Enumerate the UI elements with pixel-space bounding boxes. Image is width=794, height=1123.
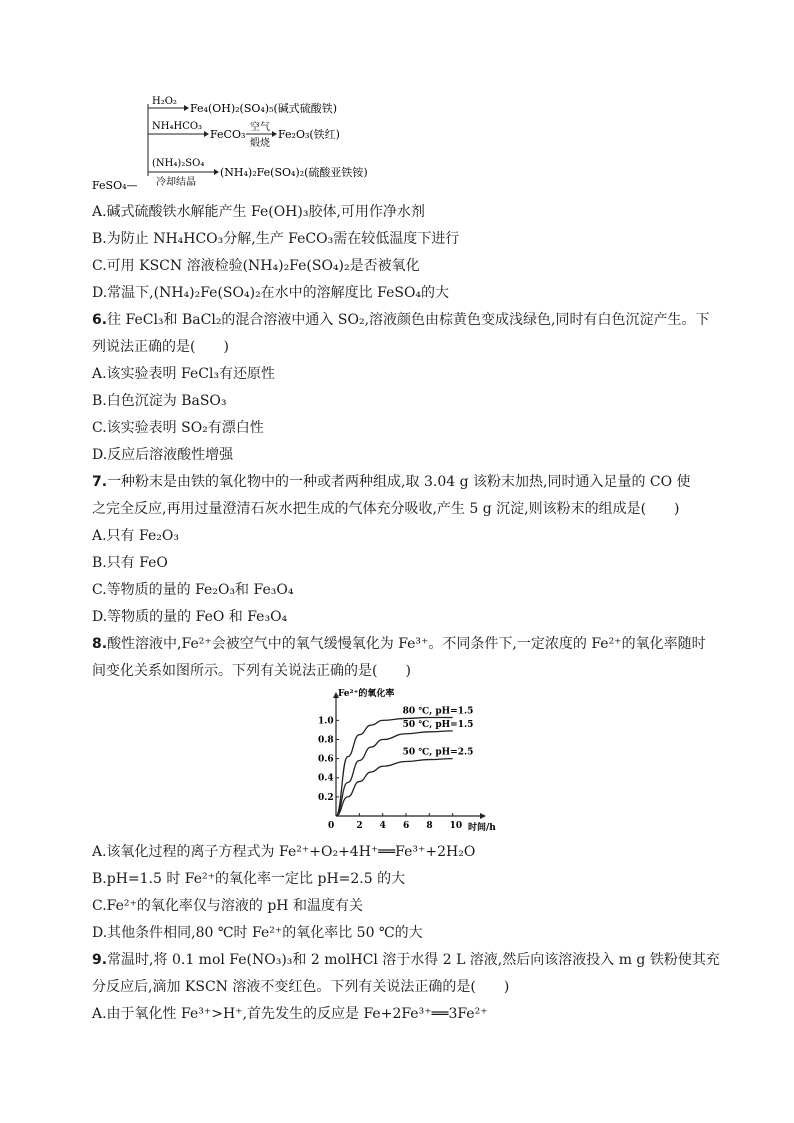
y-tick-label: 0.4	[318, 773, 334, 784]
x-tick-label: 8	[426, 821, 433, 831]
branch3-condition: 冷却结晶	[156, 177, 196, 188]
q9-stem1: 常温时,将 0.1 mol Fe(NO₃)₃和 2 molHCl 溶于水得 2 L 溶液,然后向该溶液投入 m g 铁粉使其充	[107, 952, 720, 968]
branch2-arrowhead	[204, 131, 209, 137]
q6-option-c: C.该实验表明 SO₂有漂白性	[92, 420, 264, 436]
q8-option-b: B.pH=1.5 时 Fe²⁺的氧化率一定比 pH=2.5 的大	[92, 871, 406, 887]
branch2-product2: Fe₂O₃(铁红)	[278, 128, 340, 141]
branch1-reagent: H₂O₂	[152, 96, 177, 107]
origin-label: 0	[328, 821, 335, 831]
y-axis-label: Fe²⁺的氧化率	[338, 689, 395, 699]
q9-stem-line1	[92, 951, 720, 969]
q8-number: 8.	[92, 636, 108, 652]
y-tick-label: 0.2	[318, 792, 334, 803]
x-axis-label: 时间/h	[468, 823, 496, 833]
branch1-arrowhead	[184, 105, 189, 111]
series-label-3: 50 ℃, pH=2.5	[402, 747, 474, 758]
q8-option-c: C.Fe²⁺的氧化率仅与溶液的 pH 和温度有关	[92, 898, 363, 914]
scheme-diagram	[92, 92, 422, 192]
branch3-product: (NH₄)₂Fe(SO₄)₂(硫酸亚铁铵)	[220, 166, 368, 179]
q7-option-a: A.只有 Fe₂O₃	[92, 528, 179, 544]
branch3-arrowhead	[214, 169, 219, 175]
q5-option-b: B.为防止 NH₄HCO₃分解,生产 FeCO₃需在较低温度下进行	[92, 231, 460, 247]
q7-option-b: B.只有 FeO	[92, 555, 168, 571]
q6-stem-line1	[92, 311, 709, 329]
branch1-product: Fe₄(OH)₂(SO₄)₅(碱式硫酸铁)	[190, 102, 338, 115]
q7-stem-line1	[92, 473, 691, 491]
q8-stem1: 酸性溶液中,Fe²⁺会被空气中的氧气缓慢氧化为 Fe³⁺。不同条件下,一定浓度的 Fe²⁺的氧化率随时	[107, 636, 706, 652]
q5-option-d: D.常温下,(NH₄)₂Fe(SO₄)₂在水中的溶解度比 FeSO₄的大	[92, 285, 450, 301]
branch2-reagent: NH₄HCO₃	[152, 121, 203, 132]
q6-option-a: A.该实验表明 FeCl₃有还原性	[92, 366, 276, 382]
y-tick-label: 1.0	[318, 716, 334, 727]
q7-option-c: C.等物质的量的 Fe₂O₃和 Fe₃O₄	[92, 582, 294, 598]
q7-stem1: 一种粉末是由铁的氧化物中的一种或者两种组成,取 3.04 g 该粉末加热,同时通入足量的 CO 使	[107, 474, 691, 490]
q5-option-c: C.可用 KSCN 溶液检验(NH₄)₂Fe(SO₄)₂是否被氧化	[92, 258, 420, 274]
q7-option-d: D.等物质的量的 FeO 和 Fe₃O₄	[92, 609, 288, 625]
oxidation-rate-chart	[300, 688, 515, 838]
q6-number: 6.	[92, 312, 108, 328]
branch2-condition-bottom: 煅烧	[250, 138, 270, 149]
branch2-condition-top: 空气	[250, 122, 270, 133]
q8-stem-line2: 间变化关系如图所示。下列有关说法正确的是( )	[92, 663, 411, 679]
x-axis-arrow	[480, 813, 486, 819]
q6-option-b: B.白色沉淀为 BaSO₃	[92, 393, 227, 409]
branch3-reagent: (NH₄)₂SO₄	[152, 158, 205, 169]
x-tick-label: 6	[403, 821, 410, 831]
q6-stem1: 往 FeCl₃和 BaCl₂的混合溶液中通入 SO₂,溶液颜色由棕黄色变成浅绿色,同时有白色沉淀产生。下	[107, 312, 710, 328]
q7-stem-line2: 之完全反应,再用过量澄清石灰水把生成的气体充分吸收,产生 5 g 沉淀,则该粉末的组成是( )	[92, 501, 680, 517]
q9-number: 9.	[92, 952, 108, 968]
q9-option-a: A.由于氧化性 Fe³⁺>H⁺,首先发生的反应是 Fe+2Fe³⁺══3Fe²⁺	[92, 1006, 488, 1022]
series-curve-3	[336, 759, 453, 816]
q8-option-d: D.其他条件相同,80 ℃时 Fe²⁺的氧化率比 50 ℃的大	[92, 925, 423, 941]
reaction-scheme	[92, 92, 422, 192]
x-tick-label: 2	[356, 821, 363, 831]
q7-number: 7.	[92, 474, 108, 490]
chart-svg	[300, 688, 515, 838]
q5-option-a: A.碱式硫酸铁水解能产生 Fe(OH)₃胶体,可用作净水剂	[92, 204, 425, 220]
y-tick-label: 0.6	[318, 754, 334, 765]
q6-option-d: D.反应后溶液酸性增强	[92, 447, 234, 463]
q8-stem-line1	[92, 635, 706, 653]
q6-stem-line2: 列说法正确的是( )	[92, 339, 229, 355]
scheme-start: FeSO₄—	[92, 179, 138, 192]
branch2-product: FeCO₃	[210, 128, 246, 141]
x-tick-label: 10	[449, 821, 463, 831]
x-tick-label: 4	[379, 821, 386, 831]
series-label-1: 80 ℃, pH=1.5	[402, 706, 474, 717]
y-tick-label: 0.8	[318, 735, 334, 746]
series-label-2: 50 ℃, pH=1.5	[402, 719, 474, 730]
branch2-arrowhead2	[272, 131, 277, 137]
q8-option-a: A.该氧化过程的离子方程式为 Fe²⁺+O₂+4H⁺══Fe³⁺+2H₂O	[92, 844, 476, 860]
q9-stem-line2: 分反应后,滴加 KSCN 溶液不变红色。下列有关说法正确的是( )	[92, 979, 510, 995]
chart-curves	[336, 717, 453, 816]
